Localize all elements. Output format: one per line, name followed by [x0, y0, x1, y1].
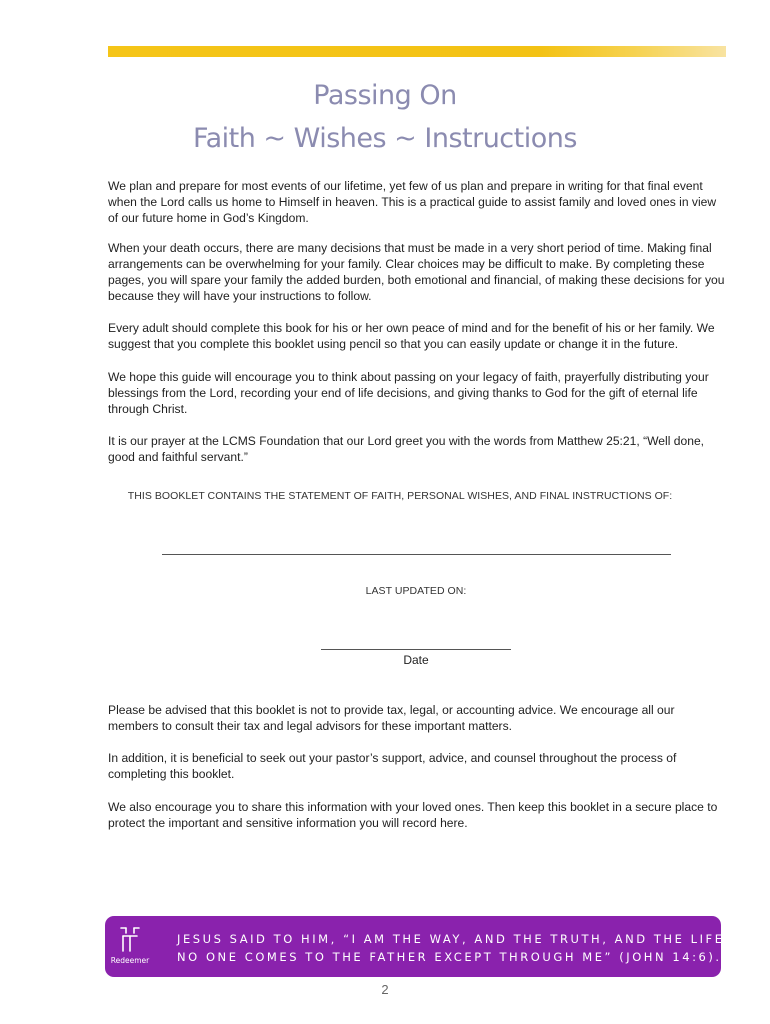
page-subtitle: Faith ~ Wishes ~ Instructions — [193, 123, 577, 154]
adult-paragraph: Every adult should complete this book for his or her own peace of mind and for the benefit of his or her family. We suggest that you complete this booklet using pencil so that you can easily update or change it in the future. — [108, 321, 715, 351]
share-paragraph: We also encourage you to share this information with your loved ones. Then keep this booklet in a secure place to protect the important and sensitive information you will record here. — [108, 800, 718, 830]
hope-paragraph: We hope this guide will encourage you to think about passing on your legacy of faith, prayerfully distributing your blessings from the Lord, recording your end of life decisions, and giving thanks to God for the gift of eternal life through Christ. — [108, 370, 709, 416]
cross-icon — [105, 922, 155, 956]
booklet-statement: THIS BOOKLET CONTAINS THE STATEMENT OF FAITH, PERSONAL WISHES, AND FINAL INSTRUCTIONS OF: — [127, 490, 673, 502]
date-field-line[interactable] — [321, 649, 511, 650]
verse-banner — [105, 916, 731, 977]
intro-paragraph: We plan and prepare for most events of our lifetime, yet few of us plan and prepare in writing for that final event when the Lord calls us home to Himself in heaven. This is a practical guide to assist family and loved ones in view of our future home in God’s Kingdom. — [108, 179, 717, 225]
prayer-paragraph: It is our prayer at the LCMS Foundation that our Lord greet you with the words from Matthew 25:21, “Well done, good and faithful servant.” — [108, 434, 705, 464]
verse-line-2: NO ONE COMES TO THE FATHER EXCEPT THROUGH ME” (JOHN 14:6). — [177, 950, 722, 964]
name-field-line[interactable] — [162, 554, 671, 555]
decisions-paragraph: When your death occurs, there are many decisions that must be made in a very short period of time. Making final arrangements can be overwhelming for your family. Clear choices may be difficult to make. By completing these pages, you will spare your family the added burden, both emotional and financial, of making these decisions for you because they will have your instructions to follow. — [108, 241, 725, 303]
page-title: Passing On — [313, 80, 457, 111]
logo-name: Redeemer — [110, 956, 150, 965]
pastor-paragraph: In addition, it is beneficial to seek out your pastor’s support, advice, and counsel throughout the process of completing this booklet. — [108, 751, 677, 781]
advice-paragraph: Please be advised that this booklet is not to provide tax, legal, or accounting advice. We encourage all our members to consult their tax and legal advisors for these important matters. — [108, 703, 675, 733]
accent-bar — [108, 46, 726, 57]
date-label: Date — [403, 653, 429, 667]
last-updated-label: LAST UPDATED ON: — [365, 585, 467, 597]
verse-line-1: JESUS SAID TO HIM, “I AM THE WAY, AND THE TRUTH, AND THE LIFE. — [177, 932, 731, 946]
redeemer-logo — [105, 922, 155, 972]
page-number: 2 — [381, 982, 389, 997]
